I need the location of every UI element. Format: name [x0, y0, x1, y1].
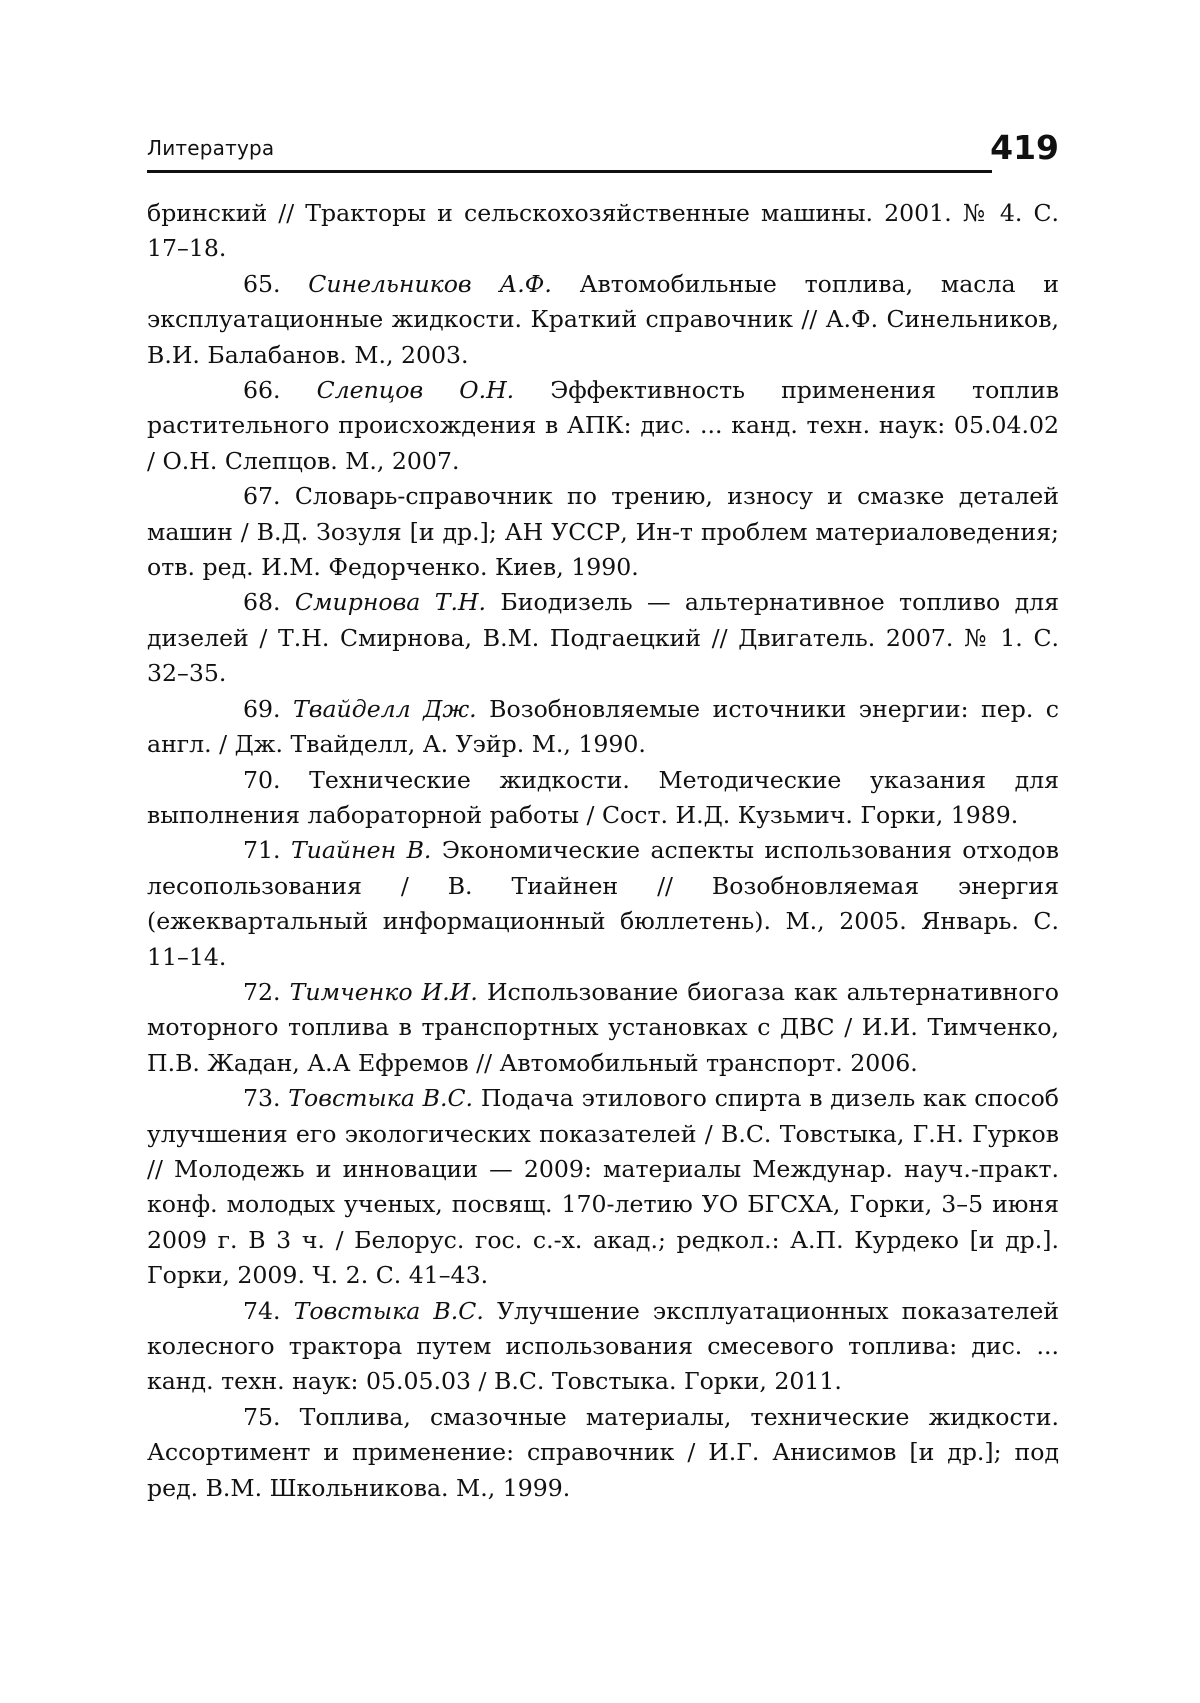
- entry-text: Улучшение эксплуатационных показателей колесного трактора путем использования смесевого топлива: дис. ... канд. техн. наук: 05.05.03 / В.С. Товстыка. Горки, 2011.: [147, 1296, 1060, 1396]
- entry-author: Тиайнен В.: [290, 836, 432, 865]
- entry-text: Технические жидкости. Методические указания для выполнения лабораторной работы / Сост. И.Д. Кузьмич. Горки, 1989.: [147, 765, 1059, 829]
- entry-text: Подача этилового спирта в дизель как способ улучшения его экологических показателей / В.С. Товстыка, Г.Н. Гурков // Молодежь и инновации — 2009: материалы Междунар. науч.-практ. конф. молодых ученых, посвящ. 170-летию УО БГСХА, Горки, 3–5 июня 2009 г. В 3 ч. / Белорус. гос. с.-х. акад.; редкол.: А.П. Курдеко [и др.]. Горки, 2009. Ч. 2. С. 41–43.: [147, 1084, 1059, 1290]
- entry-text: Автомобильные топлива, масла и эксплуатационные жидкости. Краткий справочник // А.Ф. Синельников, В.И. Балабанов. М., 2003.: [147, 269, 1060, 369]
- bibliography-entry: [147, 479, 1059, 585]
- page-number: 419: [990, 128, 1059, 167]
- entry-number: 68.: [243, 588, 281, 617]
- entry-number: 74.: [243, 1296, 281, 1325]
- entry-number: 73.: [243, 1084, 281, 1113]
- entry-number: 66.: [243, 376, 281, 405]
- entry-number: 67.: [243, 482, 281, 511]
- bibliography-list: [147, 196, 1059, 1506]
- continued-entry: бринский // Тракторы и сельскохозяйственные машины. 2001. № 4. С. 17–18.: [147, 199, 1059, 263]
- entry-author: Твайделл Дж.: [293, 694, 477, 723]
- bibliography-entry: [147, 1294, 1059, 1400]
- entry-text: Эффективность применения топлив растительного происхождения в АПК: дис. ... канд. техн. наук: 05.04.02 / О.Н. Слепцов. М., 2007.: [147, 376, 1059, 475]
- entry-text: Возобновляемые источники энергии: пер. с англ. / Дж. Твайделл, А. Уэйр. М., 1990.: [147, 694, 1060, 759]
- entry-author: Синельников А.Ф.: [308, 269, 552, 298]
- bibliography-entry: [147, 373, 1059, 479]
- entry-number: 75.: [243, 1402, 281, 1431]
- entry-number: 65.: [243, 269, 281, 298]
- bibliography-entry: [147, 833, 1059, 975]
- entry-text: Словарь-справочник по трению, износу и смазке деталей машин / В.Д. Зозуля [и др.]; АН УССР, Ин-т проблем материаловедения; отв. ред. И.М. Федорченко. Киев, 1990.: [147, 482, 1059, 582]
- entry-number: 69.: [243, 694, 281, 723]
- entry-number: 71.: [243, 836, 281, 865]
- bibliography-entry: [147, 267, 1059, 373]
- bibliography-entry: [147, 1400, 1059, 1506]
- bibliography-entry: [147, 692, 1059, 763]
- entry-text: Использование биогаза как альтернативного моторного топлива в транспортных установках с ДВС / И.И. Тимченко, П.В. Жадан, А.А Ефремов // Автомобильный транспорт. 2006.: [147, 977, 1060, 1077]
- section-title: Литература: [147, 136, 275, 160]
- entry-number: 70.: [243, 765, 281, 794]
- entry-author: Смирнова Т.Н.: [294, 588, 487, 617]
- entry-author: Слепцов О.Н.: [316, 376, 515, 405]
- entry-number: 72.: [243, 977, 281, 1006]
- bibliography-entry: [147, 585, 1059, 691]
- entry-author: Тимченко И.И.: [289, 977, 478, 1006]
- entry-text: Экономические аспекты использования отходов лесопользования / В. Тиайнен // Возобновляемая энергия (ежеквартальный информационный бюллетень). М., 2005. Январь. С. 11–14.: [147, 836, 1060, 971]
- entry-author: Товстыка В.С.: [288, 1084, 474, 1113]
- bibliography-entry: [147, 763, 1059, 834]
- running-header: [147, 126, 1059, 174]
- bibliography-entry: [147, 975, 1059, 1081]
- entry-text: Биодизель — альтернативное топливо для дизелей / Т.Н. Смирнова, В.М. Подгаецкий // Двигатель. 2007. № 1. С. 32–35.: [147, 588, 1060, 688]
- bibliography-entry: [147, 1081, 1059, 1293]
- entry-text: Топлива, смазочные материалы, технические жидкости. Ассортимент и применение: справочник / И.Г. Анисимов [и др.]; под ред. В.М. Школьникова. М., 1999.: [147, 1402, 1060, 1502]
- header-rule: [147, 170, 992, 173]
- entry-author: Товстыка В.С.: [293, 1296, 484, 1325]
